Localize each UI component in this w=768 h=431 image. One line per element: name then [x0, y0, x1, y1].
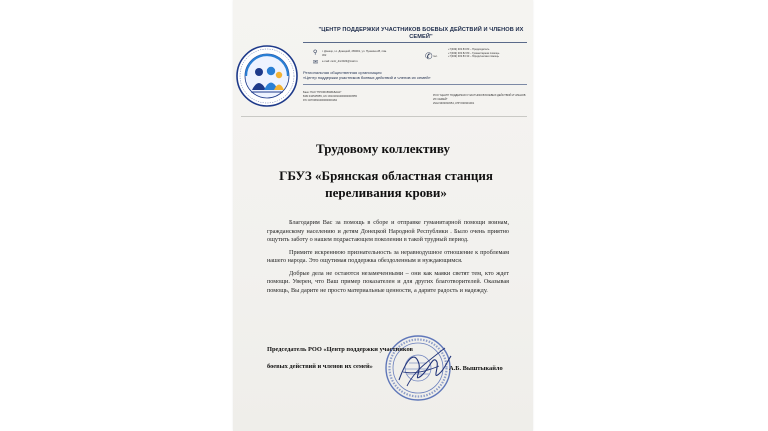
letter-body: [267, 219, 509, 299]
signer-position-line-2: боевых действий и членов их семей»: [267, 363, 373, 370]
email-row: [313, 60, 391, 67]
phone-list: [436, 48, 526, 59]
phone-icon: ✆: [425, 51, 433, 61]
phone-item: +7(949) 303 83 33 – Юридическая помощь: [448, 55, 500, 59]
org-logo-emblem: [235, 44, 299, 108]
bank-line: Р/С 40703810400000009184: [303, 98, 337, 102]
letter-sheet: [233, 0, 533, 431]
signer-position-line-1: Председатель РОО «Центр поддержки участников: [267, 346, 414, 353]
org-title: "ЦЕНТР ПОДДЕРЖКИ УЧАСТНИКОВ БОЕВЫХ ДЕЙСТВИЙ И ЧЛЕНОВ ИХ СЕМЕЙ": [318, 27, 524, 40]
addressee-line-2: ГБУЗ «Брянская областная станция переливания крови»: [279, 168, 493, 200]
org-full-name: [303, 70, 523, 80]
phone-label: тел.: [433, 55, 438, 58]
roo-line: ИНН 9303033354, КПП 930301001: [433, 101, 475, 105]
signer-name: А.Б. Выштыкайло: [449, 365, 503, 372]
roo-line: РОО "ЦЕНТР ПОДДЕРЖКИ УЧАСТНИКОВ БОЕВЫХ ДЕЙСТВИЙ И ЧЛЕНОВ ИХ СЕМЕЙ": [433, 94, 526, 101]
address-text: г. Донецк, г.о. Донецкий, 283001, ул. Пушкина 28, пом. 302: [322, 50, 387, 57]
org-type: Региональная общественная организация: [303, 70, 382, 75]
org-divider: [303, 84, 527, 85]
body-paragraph: Добрые дела не остаются незамеченными – они как маяки светят тем, кто ждет помощи. Уверен, что Ваш пример показателен и для других благотворителей. Оказывая помощь, Вы дарите не просто материальные ценности, а дарите радость и надежду.: [267, 269, 509, 294]
email-text: e-mail: centr_dnr2023@mail.ru: [322, 60, 358, 64]
header-divider: [303, 42, 527, 43]
roo-details: [433, 94, 528, 105]
bank-line: БИК 044525555, К/С 30101810400000000555: [303, 94, 357, 98]
phone-item: +7(949) 303 83 83 – Председатель: [448, 48, 490, 51]
body-paragraph: Благодарим Вас за помощь в сборе и отправке гуманитарной помощи воинам, гражданскому населению и детям Донецкой Народной Республики . Было очень приятно ощутить заботу о нашем подрастающем поколении в такой трудный период.: [267, 219, 509, 243]
envelope-icon: ✉: [313, 60, 319, 67]
org-name: «Центр поддержки участников боевых действий и членов их семей»: [303, 75, 431, 81]
body-paragraph: Примите искреннюю признательность за неравнодушное отношение к проблемам нашего народа. Это ощутимая поддержка обездоленным и нуждающимся.: [267, 248, 509, 264]
location-pin-icon: ⚲: [313, 50, 318, 56]
contact-block: [313, 50, 391, 67]
letterhead-bottom-divider: [241, 116, 527, 117]
address-row: [313, 50, 391, 57]
phone-item: +7(949) 303 82 80 – Гуманитарная помощь: [448, 51, 500, 55]
addressee-line-1: Трудовому коллективу: [316, 141, 450, 156]
bank-line: Банк: ПАО "ПРОМСВЯЗЬБАНК": [303, 91, 342, 94]
bank-details: [303, 91, 413, 102]
